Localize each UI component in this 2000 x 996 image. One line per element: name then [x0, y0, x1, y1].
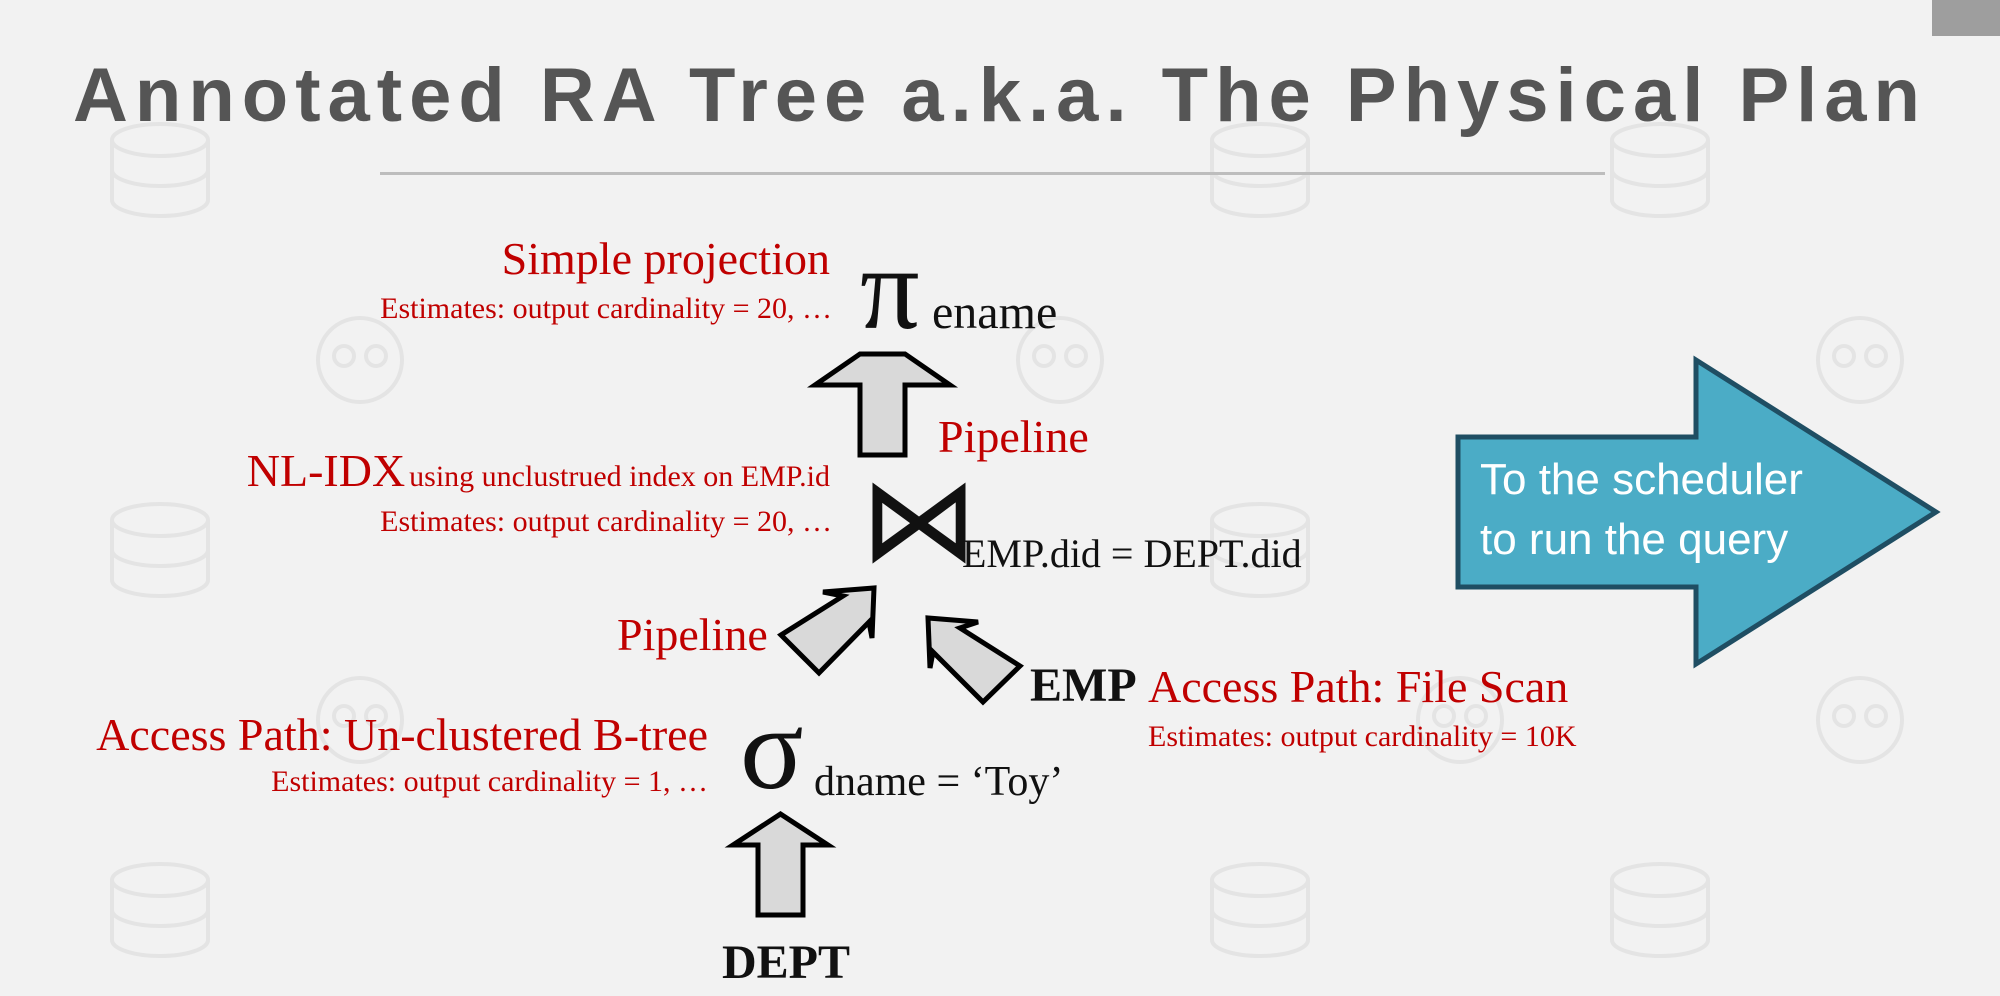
- scheduler-text: [1480, 450, 1900, 570]
- pipeline-arrow-left: [781, 588, 874, 673]
- projection-label: Simple projection: [501, 233, 830, 284]
- selection-access-path-label: Access Path: Un-clustered B-tree: [96, 709, 708, 760]
- join-label-group: [247, 444, 830, 497]
- slide-title: Annotated RA Tree a.k.a. The Physical Plan: [73, 53, 1927, 138]
- join-estimates: Estimates: output cardinality = 20, …: [380, 505, 832, 538]
- dept-access-arrow: [733, 814, 828, 915]
- join-detail: using unclustrued index on EMP.id: [409, 460, 830, 493]
- selection-estimates: Estimates: output cardinality = 1, …: [271, 765, 708, 798]
- emp-scan-arrow: [928, 618, 1020, 702]
- join-label: NL-IDX: [246, 445, 406, 496]
- scheduler-line-1: To the scheduler: [1480, 455, 1803, 504]
- pipeline-label-left: Pipeline: [617, 609, 768, 660]
- selection-subscript: dname = ‘Toy’: [814, 759, 1064, 805]
- emp-estimates: Estimates: output cardinality = 10K: [1148, 720, 1577, 753]
- emp-access-path-label: Access Path: File Scan: [1148, 661, 1569, 712]
- pipeline-arrow-top: [815, 354, 950, 455]
- join-condition: EMP.did = DEPT.did: [962, 531, 1302, 576]
- emp-relation: EMP: [1030, 659, 1137, 712]
- projection-estimates: Estimates: output cardinality = 20, …: [380, 292, 832, 325]
- join-symbol: ⋈: [860, 455, 978, 586]
- projection-subscript: ename: [932, 286, 1058, 339]
- selection-symbol: σ: [740, 683, 804, 814]
- scheduler-line-2: to run the query: [1480, 515, 1789, 564]
- pipeline-label-top: Pipeline: [938, 411, 1089, 462]
- projection-symbol: π: [860, 223, 920, 354]
- dept-relation: DEPT: [722, 936, 851, 989]
